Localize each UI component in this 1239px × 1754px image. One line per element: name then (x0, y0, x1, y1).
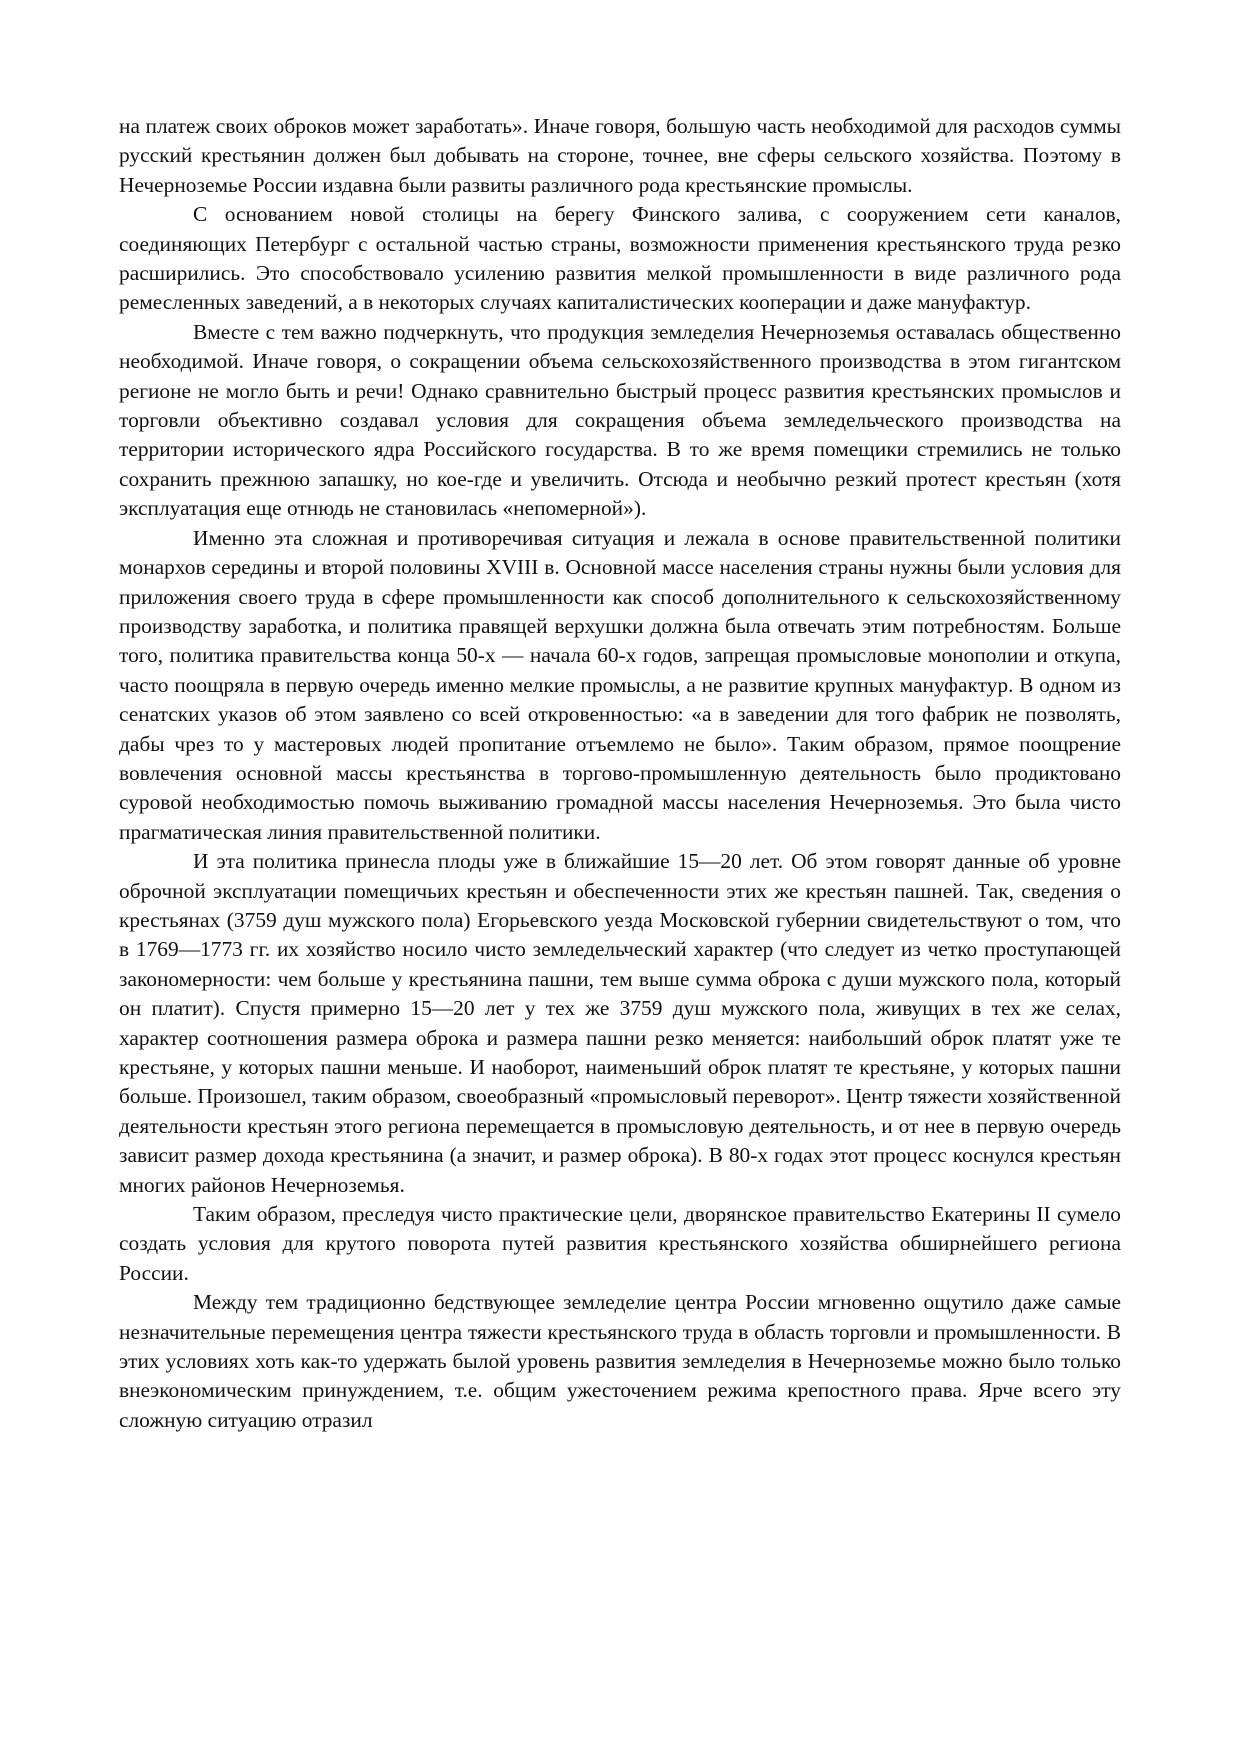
paragraph-4: Именно эта сложная и противоречивая ситуация и лежала в основе правительственной политики монархов середины и второй половины XVIII в. Основной массе населения страны нужны были условия для приложения своего труда в сфере промышленности как способ дополнительного к сельскохозяйственному производству заработка, и политика правящей верхушки должна была отвечать этим потребностям. Больше того, политика правительства конца 50-х — начала 60-х годов, запрещая промысловые монополии и откупа, часто поощряла в первую очередь именно мелкие промыслы, а не развитие крупных мануфактур. В одном из сенатских указов об этом заявлено со всей откровенностью: «а в заведении для того фабрик не позволять, дабы чрез то у мастеровых людей пропитание отъемлемо не было». Таким образом, прямое поощрение вовлечения основной массы крестьянства в торгово-промышленную деятельность было продиктовано суровой необходимостью помочь выживанию громадной массы населения Нечерноземья. Это была чисто прагматическая линия правительственной политики. (119, 525, 1121, 844)
paragraph-7: Между тем традиционно бедствующее земледелие центра России мгновенно ощутило даже самые незначительные перемещения центра тяжести крестьянского труда в область торговли и промышленности. В этих условиях хоть как-то удержать былой уровень развития земледелия в Нечерноземье можно было только внеэкономическим принуждением, т.е. общим ужесточением режима крепостного права. Ярче всего эту сложную ситуацию отразил (119, 1290, 1121, 1432)
paragraph-2: С основанием новой столицы на берегу Финского залива, с сооружением сети каналов, соединяющих Петербург с остальной частью страны, возможности применения крестьянского труда резко расширились. Это способствовало усилению развития мелкой промышленности в виде различного рода ремесленных заведений, а в некоторых случаях капиталистических кооперации и даже мануфактур. (119, 202, 1121, 315)
paragraph-5: И эта политика принесла плоды уже в ближайшие 15—20 лет. Об этом говорят данные об уровне оброчной эксплуатации помещичьих крестьян и обеспеченности этих же крестьян пашней. Так, сведения о крестьянах (3759 душ мужского пола) Егорьевского уезда Московской губернии свидетельствуют о том, что в 1769—1773 гг. их хозяйство носило чисто земледельческий характер (что следует из четко проступающей закономерности: чем больше у крестьянина пашни, тем выше сумма оброка с души мужского пола, который он платит). Спустя примерно 15—20 лет у тех же 3759 душ мужского пола, живущих в тех же селах, характер соотношения размера оброка и размера пашни резко меняется: наибольший оброк платят уже те крестьяне, у которых пашни меньше. И наоборот, наименьший оброк платят те крестьяне, у которых пашни больше. Произошел, таким образом, своеобразный «промысловый переворот». Центр тяжести хозяйственной деятельности крестьян этого региона перемещается в промысловую деятельность, и от нее в первую очередь зависит размер дохода крестьянина (а значит, и размер оброка). В 80-х годах этот процесс коснулся крестьян многих районов Нечерноземья. (119, 849, 1121, 1197)
paragraph-3: Вместе с тем важно подчеркнуть, что продукция земледелия Нечерноземья оставалась общественно необходимой. Иначе говоря, о сокращении объема сельскохозяйственного производства в этом гигантском регионе не могло быть и речи! Однако сравнительно быстрый процесс развития крестьянских промыслов и торговли объективно создавал условия для сокращения объема земледельческого производства на территории исторического ядра Российского государства. В то же время помещики стремились не только сохранить прежнюю запашку, но кое-где и увеличить. Отсюда и необычно резкий протест крестьян (хотя эксплуатация еще отнюдь не становилась «непомерной»). (119, 319, 1121, 521)
paragraph-6: Таким образом, преследуя чисто практические цели, дворянское правительство Екатерины II сумело создать условия для крутого поворота путей развития крестьянского хозяйства обширнейшего региона России. (119, 1202, 1121, 1285)
paragraph-1: на платеж своих оброков может заработать». Иначе говоря, большую часть необходимой для расходов суммы русский крестьянин должен был добывать на стороне, точнее, вне сферы сельского хозяйства. Поэтому в Нечерноземье России издавна были развиты различного рода крестьянские промыслы. (119, 114, 1121, 197)
document-page (119, 112, 1121, 1435)
